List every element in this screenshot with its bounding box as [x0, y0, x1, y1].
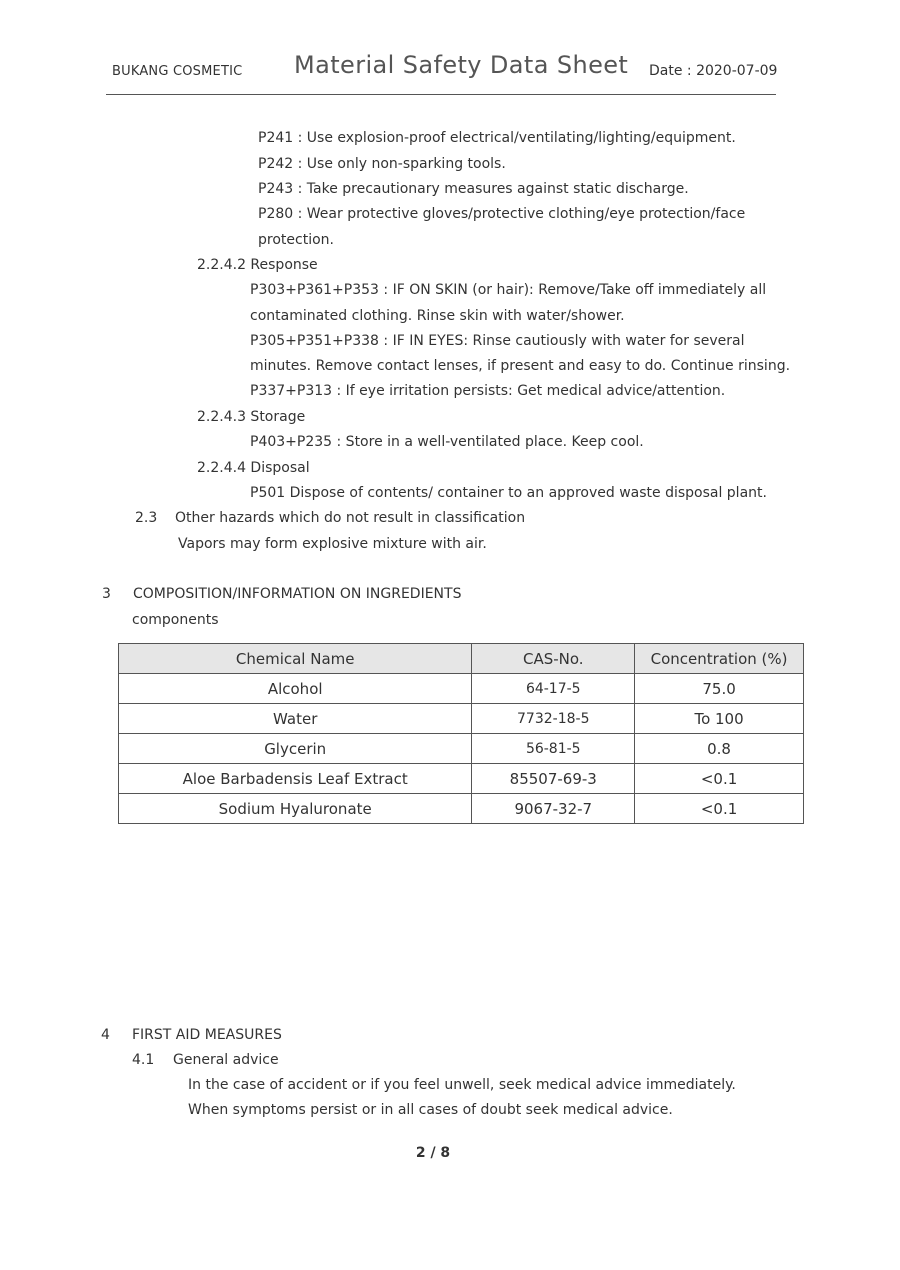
response-line: P305+P351+P338 : IF IN EYES: Rinse cautiously with water for several — [250, 333, 745, 349]
header-divider — [106, 94, 776, 95]
response-line: P337+P313 : If eye irritation persists: Get medical advice/attention. — [250, 383, 726, 399]
concentration-cell: <0.1 — [635, 764, 804, 794]
document-date: Date : 2020-07-09 — [649, 63, 778, 79]
section-3-number: 3 — [102, 586, 111, 602]
page-number: 2 / 8 — [415, 1145, 451, 1161]
table-row — [119, 734, 804, 764]
section-4-number: 4 — [101, 1027, 110, 1043]
chemical-name-cell: Glycerin — [119, 734, 472, 764]
other-hazards-number: 2.3 — [135, 510, 158, 526]
column-header-cas-no: CAS-No. — [472, 644, 635, 674]
section-4-1-title: General advice — [173, 1052, 279, 1068]
cas-number-cell: 7732-18-5 — [472, 704, 635, 734]
document-title: Material Safety Data Sheet — [294, 51, 629, 79]
chemical-name-cell: Water — [119, 704, 472, 734]
prevention-line: P241 : Use explosion-proof electrical/ventilating/lighting/equipment. — [258, 130, 736, 146]
table-row — [119, 674, 804, 704]
section-3-title: COMPOSITION/INFORMATION ON INGREDIENTS — [133, 586, 462, 602]
company-name: BUKANG COSMETIC — [112, 64, 243, 79]
response-heading: 2.2.4.2 Response — [197, 257, 318, 273]
table-row — [119, 704, 804, 734]
concentration-cell: 0.8 — [635, 734, 804, 764]
first-aid-line: In the case of accident or if you feel unwell, seek medical advice immediately. — [188, 1077, 736, 1093]
response-line: contaminated clothing. Rinse skin with water/shower. — [250, 308, 625, 324]
first-aid-line: When symptoms persist or in all cases of doubt seek medical advice. — [188, 1102, 673, 1118]
cas-number-cell: 9067-32-7 — [472, 794, 635, 824]
section-3-subtitle: components — [132, 612, 219, 628]
column-header-chemical-name: Chemical Name — [119, 644, 472, 674]
concentration-cell: To 100 — [635, 704, 804, 734]
table-row — [119, 764, 804, 794]
concentration-cell: <0.1 — [635, 794, 804, 824]
other-hazards-text: Vapors may form explosive mixture with air. — [178, 536, 487, 552]
table-header-row — [119, 644, 804, 674]
cas-number-cell: 56-81-5 — [472, 734, 635, 764]
concentration-cell: 75.0 — [635, 674, 804, 704]
composition-table — [118, 643, 804, 824]
prevention-line: P243 : Take precautionary measures against static discharge. — [258, 181, 689, 197]
section-4-title: FIRST AID MEASURES — [132, 1027, 282, 1043]
storage-heading: 2.2.4.3 Storage — [197, 409, 306, 425]
table-row — [119, 794, 804, 824]
response-line: minutes. Remove contact lenses, if present and easy to do. Continue rinsing. — [250, 358, 791, 374]
section-4-1-number: 4.1 — [132, 1052, 155, 1068]
chemical-name-cell: Sodium Hyaluronate — [119, 794, 472, 824]
disposal-heading: 2.2.4.4 Disposal — [197, 460, 310, 476]
cas-number-cell: 64-17-5 — [472, 674, 635, 704]
chemical-name-cell: Aloe Barbadensis Leaf Extract — [119, 764, 472, 794]
chemical-name-cell: Alcohol — [119, 674, 472, 704]
cas-number-cell: 85507-69-3 — [472, 764, 635, 794]
other-hazards-title: Other hazards which do not result in classification — [175, 510, 526, 526]
storage-line: P403+P235 : Store in a well-ventilated place. Keep cool. — [250, 434, 644, 450]
response-line: P303+P361+P353 : IF ON SKIN (or hair): Remove/Take off immediately all — [250, 282, 767, 298]
prevention-line: protection. — [258, 232, 334, 248]
prevention-line: P280 : Wear protective gloves/protective clothing/eye protection/face — [258, 206, 746, 222]
prevention-line: P242 : Use only non-sparking tools. — [258, 156, 506, 172]
disposal-line: P501 Dispose of contents/ container to an approved waste disposal plant. — [250, 485, 767, 501]
column-header-concentration: Concentration (%) — [635, 644, 804, 674]
